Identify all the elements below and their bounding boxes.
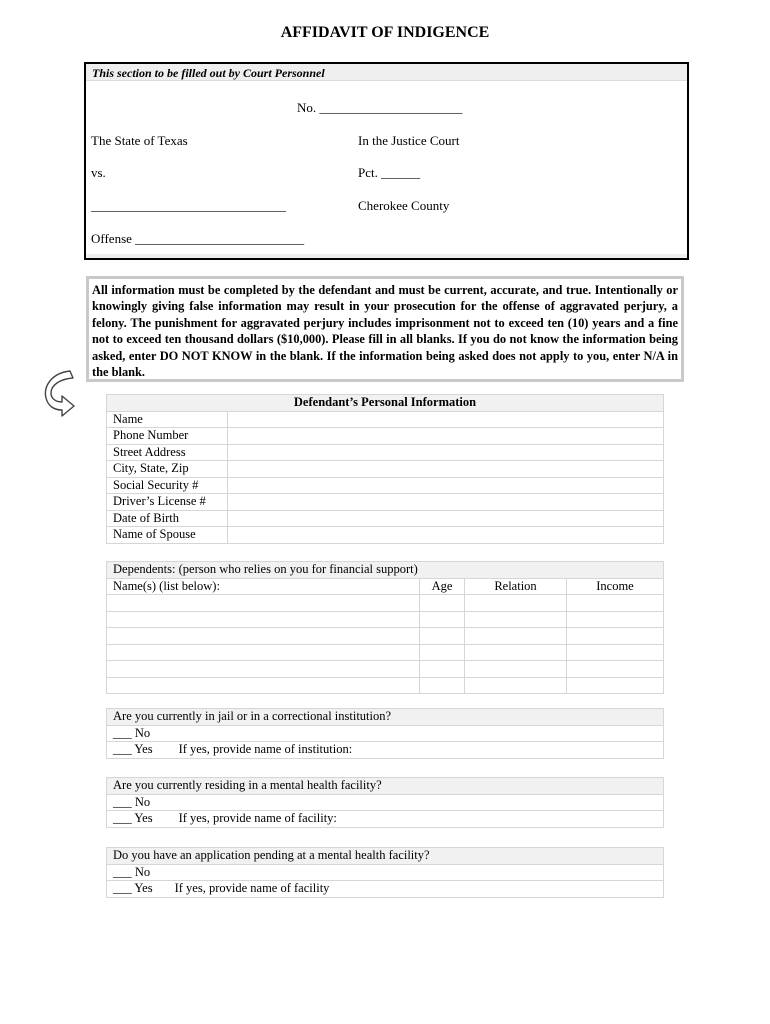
personal-info-row: [107, 494, 664, 511]
personal-info-title: Defendant’s Personal Information: [107, 395, 664, 412]
city-state-zip-input[interactable]: [228, 461, 664, 478]
spouse-name-input[interactable]: [228, 527, 664, 544]
dependent-name-cell[interactable]: [107, 661, 420, 678]
followup-label: If yes, provide name of facility: [174, 881, 330, 896]
curved-arrow-icon: [40, 368, 80, 420]
court-personnel-section: [84, 62, 689, 260]
yes-label: ___ Yes: [113, 811, 153, 826]
dependent-income-cell[interactable]: [567, 628, 664, 645]
notice-text: All information must be completed by the defendant and must be current, accurate, and true. Intentionally or knowingly giving false information may result in your prosecution for the offense of aggravated perjury, a felony. The punishment for aggravated perjury includes imprisonment not to exceed ten (10) years and a fine not to exceed ten thousand dollars ($10,000). Please fill in all blanks. If you do not know the information being asked, enter DO NOT KNOW in the blank. If the information being asked does not apply to you, enter N/A in the blank.: [92, 283, 678, 380]
dependent-relation-cell[interactable]: [465, 661, 567, 678]
personal-info-table: [106, 394, 664, 544]
page-title: AFFIDAVIT OF INDIGENCE: [280, 24, 490, 41]
dependent-income-cell[interactable]: [567, 661, 664, 678]
date-of-birth-input[interactable]: [228, 510, 664, 527]
personal-info-row: [107, 444, 664, 461]
dependent-age-cell[interactable]: [420, 595, 465, 612]
dependent-age-cell[interactable]: [420, 677, 465, 694]
dependent-row: [107, 677, 664, 694]
mental-health-residence-question-block: [106, 777, 664, 828]
dependent-relation-cell[interactable]: [465, 677, 567, 694]
case-number-field[interactable]: No. ______________________: [297, 100, 463, 115]
dependent-income-cell[interactable]: [567, 644, 664, 661]
dependents-title: Dependents: (person who relies on you for financial support): [107, 562, 664, 579]
dependent-row: [107, 628, 664, 645]
field-label: Name: [107, 411, 228, 428]
dependent-relation-cell[interactable]: [465, 611, 567, 628]
dependent-age-cell[interactable]: [420, 611, 465, 628]
dependent-income-cell[interactable]: [567, 595, 664, 612]
question-text: Are you currently residing in a mental health facility?: [107, 778, 664, 795]
personal-info-row: [107, 477, 664, 494]
court-section-header: This section to be filled out by Court Personnel: [86, 64, 687, 81]
followup-label: If yes, provide name of facility:: [178, 811, 337, 826]
field-label: Phone Number: [107, 428, 228, 445]
field-label: Street Address: [107, 444, 228, 461]
offense-field[interactable]: Offense __________________________: [91, 231, 305, 246]
defendant-name-field[interactable]: ______________________________: [91, 198, 286, 213]
dependent-row: [107, 644, 664, 661]
personal-info-row: [107, 527, 664, 544]
column-header-names: Name(s) (list below):: [107, 578, 420, 595]
dependent-row: [107, 611, 664, 628]
question-text: Do you have an application pending at a mental health facility?: [107, 848, 664, 865]
name-input[interactable]: [228, 411, 664, 428]
personal-info-row: [107, 461, 664, 478]
dependent-name-cell[interactable]: [107, 677, 420, 694]
no-option[interactable]: ___ No: [107, 794, 664, 811]
field-label: City, State, Zip: [107, 461, 228, 478]
vs-label: vs.: [91, 165, 106, 180]
dependent-row: [107, 661, 664, 678]
dependent-relation-cell[interactable]: [465, 628, 567, 645]
dependent-age-cell[interactable]: [420, 628, 465, 645]
field-label: Driver’s License #: [107, 494, 228, 511]
yes-option[interactable]: [107, 811, 664, 828]
court-label: In the Justice Court: [358, 133, 460, 148]
column-header-age: Age: [420, 578, 465, 595]
dependent-name-cell[interactable]: [107, 595, 420, 612]
street-address-input[interactable]: [228, 444, 664, 461]
yes-option[interactable]: [107, 742, 664, 759]
precinct-field[interactable]: Pct. ______: [358, 165, 421, 180]
dependent-age-cell[interactable]: [420, 661, 465, 678]
followup-label: If yes, provide name of institution:: [178, 742, 353, 757]
personal-info-row: [107, 428, 664, 445]
dependent-name-cell[interactable]: [107, 611, 420, 628]
field-label: Name of Spouse: [107, 527, 228, 544]
no-option[interactable]: ___ No: [107, 725, 664, 742]
phone-input[interactable]: [228, 428, 664, 445]
state-label: The State of Texas: [91, 133, 188, 148]
jail-question-block: [106, 708, 664, 759]
ssn-input[interactable]: [228, 477, 664, 494]
dependent-relation-cell[interactable]: [465, 644, 567, 661]
dependents-table: [106, 561, 664, 694]
yes-label: ___ Yes: [113, 881, 153, 896]
yes-label: ___ Yes: [113, 742, 153, 757]
column-header-income: Income: [567, 578, 664, 595]
personal-info-row: [107, 411, 664, 428]
dependent-row: [107, 595, 664, 612]
dependent-name-cell[interactable]: [107, 644, 420, 661]
dependent-age-cell[interactable]: [420, 644, 465, 661]
field-label: Social Security #: [107, 477, 228, 494]
personal-info-row: [107, 510, 664, 527]
county-label: Cherokee County: [358, 198, 450, 213]
dependent-name-cell[interactable]: [107, 628, 420, 645]
drivers-license-input[interactable]: [228, 494, 664, 511]
column-header-relation: Relation: [465, 578, 567, 595]
field-label: Date of Birth: [107, 510, 228, 527]
court-section-footer: [86, 254, 687, 258]
dependent-relation-cell[interactable]: [465, 595, 567, 612]
mental-health-application-question-block: [106, 847, 664, 898]
dependent-income-cell[interactable]: [567, 677, 664, 694]
perjury-notice: [86, 276, 684, 382]
question-text: Are you currently in jail or in a correctional institution?: [107, 709, 664, 726]
no-option[interactable]: ___ No: [107, 864, 664, 881]
dependent-income-cell[interactable]: [567, 611, 664, 628]
yes-option[interactable]: [107, 881, 664, 898]
